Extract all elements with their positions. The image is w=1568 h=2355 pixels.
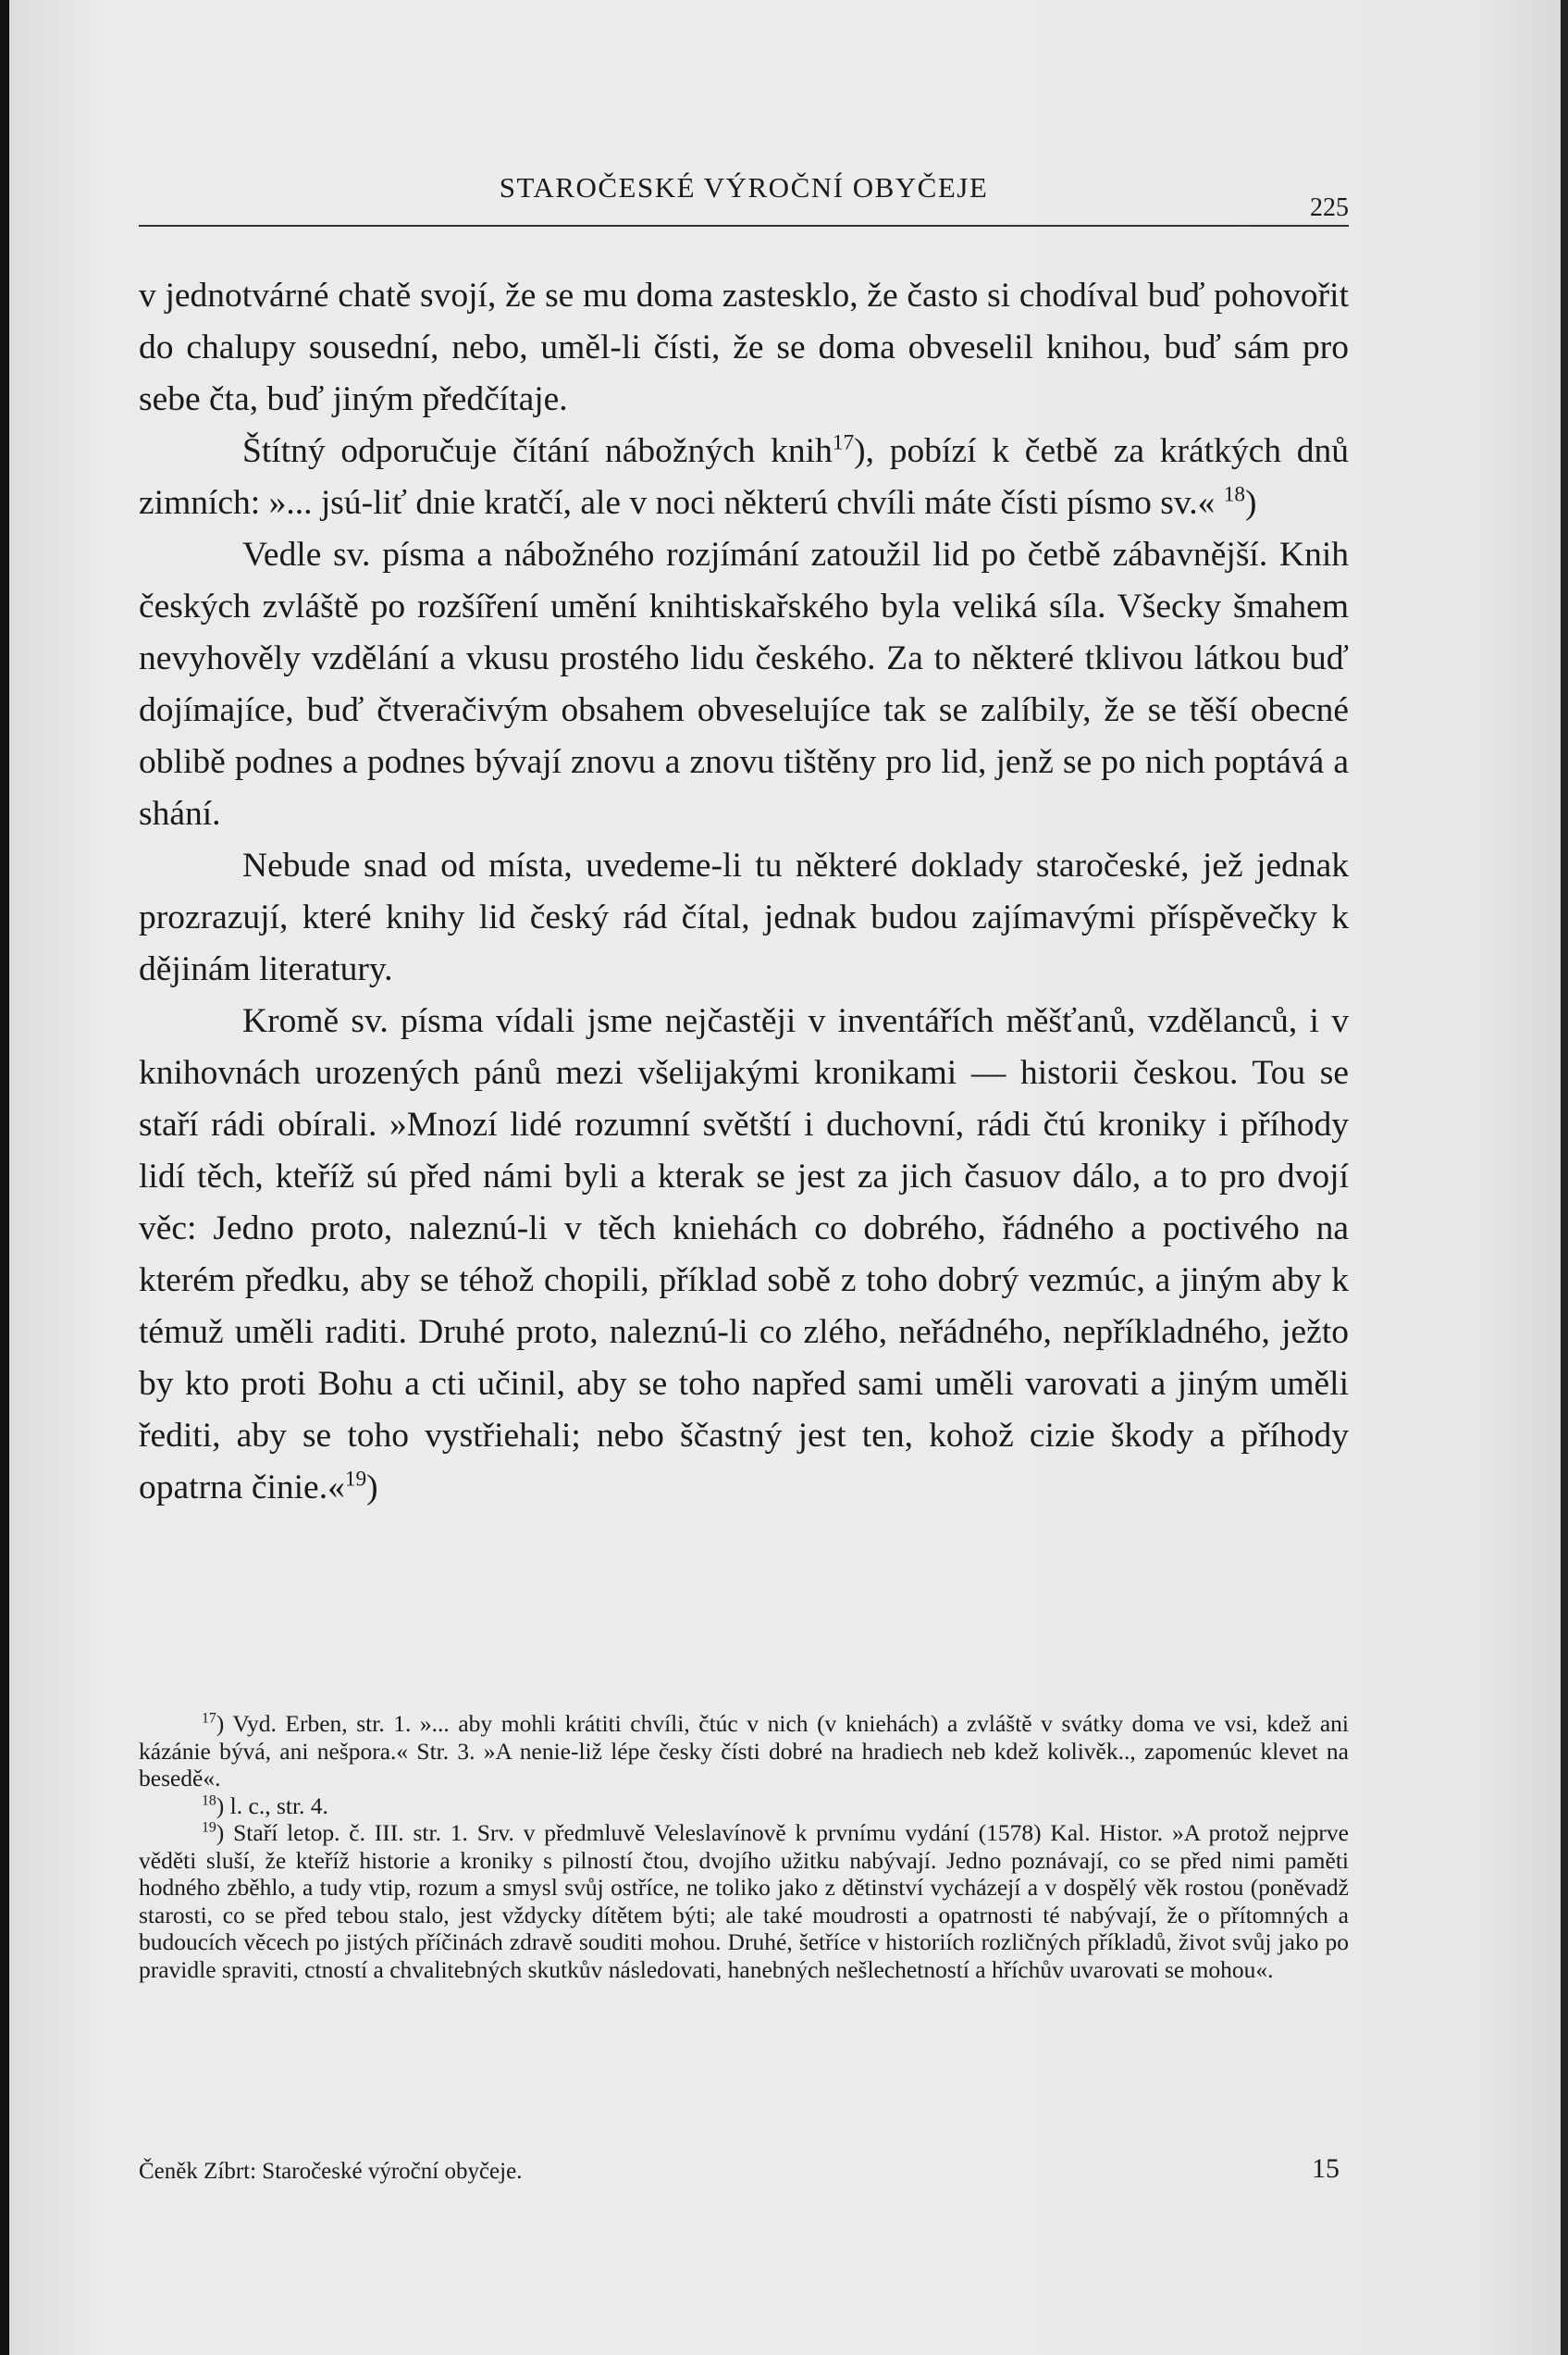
paragraph-5-text-a: Kromě sv. písma vídali jsme nejčastěji v inventářích měšťanů, vzdělanců, i v knihovnách urozených pánů mezi všelijakými kronikami — historii českou. Tou se staří rádi obírali. »Mnozí lidé rozumní světští i duchovní, rádi čtú kroniky i příhody lidí těch, kteříž sú před námi byli a kterak se jest za jich časuov dálo, a to pro dvojí věc: Jedno proto, naleznú-li v těch kniehách co dobrého, řádného a poctivého na kterém předku, aby se téhož chopili, příklad sobě z toho dobrý vezmúc, a jiným aby k témuž uměli raditi. Druhé proto, naleznú-li co zlého, neřádného, nepříkladného, ježto by kto proti Bohu a cti učinil, aby se toho napřed sami uměli varovati a jiným uměli řediti, aby se toho vystřiehali; nebo ščastný jest ten, kohož cizie škody a příhody opatrna činie.«	[139, 1002, 1349, 1506]
scan-edge-right	[1561, 0, 1568, 2355]
paragraph-1: v jednotvárné chatě svojí, že se mu doma zastesklo, že často si chodíval buď pohovořit do chalupy sousední, nebo, uměl-li čísti, že se doma obveselil knihou, buď sám pro sebe čta, buď jiným předčítaje.	[139, 277, 1349, 418]
paragraph-2-text-c: )	[1244, 484, 1257, 522]
footnote-ref-17: 17	[832, 430, 855, 455]
running-head	[139, 171, 1349, 227]
signature-mark: 15	[1312, 2153, 1340, 2184]
footnote-ref-19: 19	[344, 1467, 367, 1492]
footnote-18-mark: 18	[202, 1792, 216, 1808]
scan-edge-left	[0, 0, 9, 2355]
footnote-17-text: ) Vyd. Erben, str. 1. »... aby mohli krátiti chvíli, čtúc v nich (v kniehách) a zvláště v svátky doma ve vsi, kdež ani kázánie bývá, ani nešpora.« Str. 3. »A nenie-liž lépe česky čísti dobré na hradiech neb kdež kolivěk.., zapomenúc klevet na besedě«.	[139, 1710, 1349, 1791]
paragraph-2-text-b: ), pobízí k četbě za krátkých dnů zimních: »... jsú-liť dnie kratčí, ale v noci některú chvíli máte čísti písmo sv.«	[139, 432, 1350, 522]
footnote-17-mark: 17	[202, 1710, 216, 1727]
paragraph-5	[139, 996, 1349, 1514]
footnote-19-mark: 19	[202, 1819, 216, 1836]
paragraph-2	[139, 426, 1349, 529]
body-text	[139, 270, 1349, 1514]
signature-text: Čeněk Zíbrt: Staročeské výroční obyčeje.	[139, 2159, 523, 2184]
running-title: STAROČESKÉ VÝROČNÍ OBYČEJE	[499, 171, 989, 204]
paragraph-5-text-b: )	[366, 1469, 378, 1506]
page-number: 225	[1310, 193, 1349, 222]
header-rule	[139, 225, 1349, 227]
footnotes	[139, 1710, 1349, 1983]
footnote-18	[139, 1792, 1349, 1820]
footnote-19	[139, 1819, 1349, 1983]
paragraph-4: Nebude snad od místa, uvedeme-li tu některé doklady staročeské, jež jednak prozrazují, které knihy lid český rád čítal, jednak budou zajímavými příspěvečky k dějinám literatury.	[139, 847, 1349, 988]
footnote-ref-18: 18	[1223, 482, 1245, 507]
paragraph-2-text-a: Štítný odporučuje čítání nábožných knih	[242, 432, 833, 470]
footnote-17	[139, 1710, 1349, 1792]
paragraph-3: Vedle sv. písma a nábožného rozjímání zatoužil lid po četbě zábavnější. Knih českých zvláště po rozšíření umění knihtiskařského byla veliká síla. Všecky šmahem nevyhověly vzdělání a vkusu prostého lidu českého. Za to některé tklivou látkou buď dojímajíce, buď čtveračivým obsahem obveselujíce tak se zalíbily, že se těší obecné oblibě podnes a podnes bývají znovu a znovu tištěny pro lid, jenž se po nich poptává a shání.	[139, 536, 1349, 833]
footnote-18-text: ) l. c., str. 4.	[216, 1791, 328, 1819]
footnote-19-text: ) Staří letop. č. III. str. 1. Srv. v předmluvě Veleslavínově k prvnímu vydání (1578) Kal. Histor. »A protož nejprve věděti sluší, že kteříž historie a kroniky s pilností čtou, dvojího užitku nabývají. Jedno poznávají, co se před nimi paměti hodného zběhlo, a tudy vtip, rozum a smysl svůj ostříce, ne toliko jako z dětinství vycházejí a v dospělý věk rostou (poněvadž starosti, co se před tebou stalo, jest vždycky dítětem býti; ale také moudrosti a opatrnosti té nabývají, že o přítomných a budoucích věcech po jistých příčinách zdravě souditi mohou. Druhé, šetříce v historiích rozličných příkladů, život svůj jako po pravidle spraviti, ctností a chvalitebných skutkův následovati, hanebných nešlechetností a hříchův uvarovati se mohou«.	[139, 1819, 1349, 1983]
